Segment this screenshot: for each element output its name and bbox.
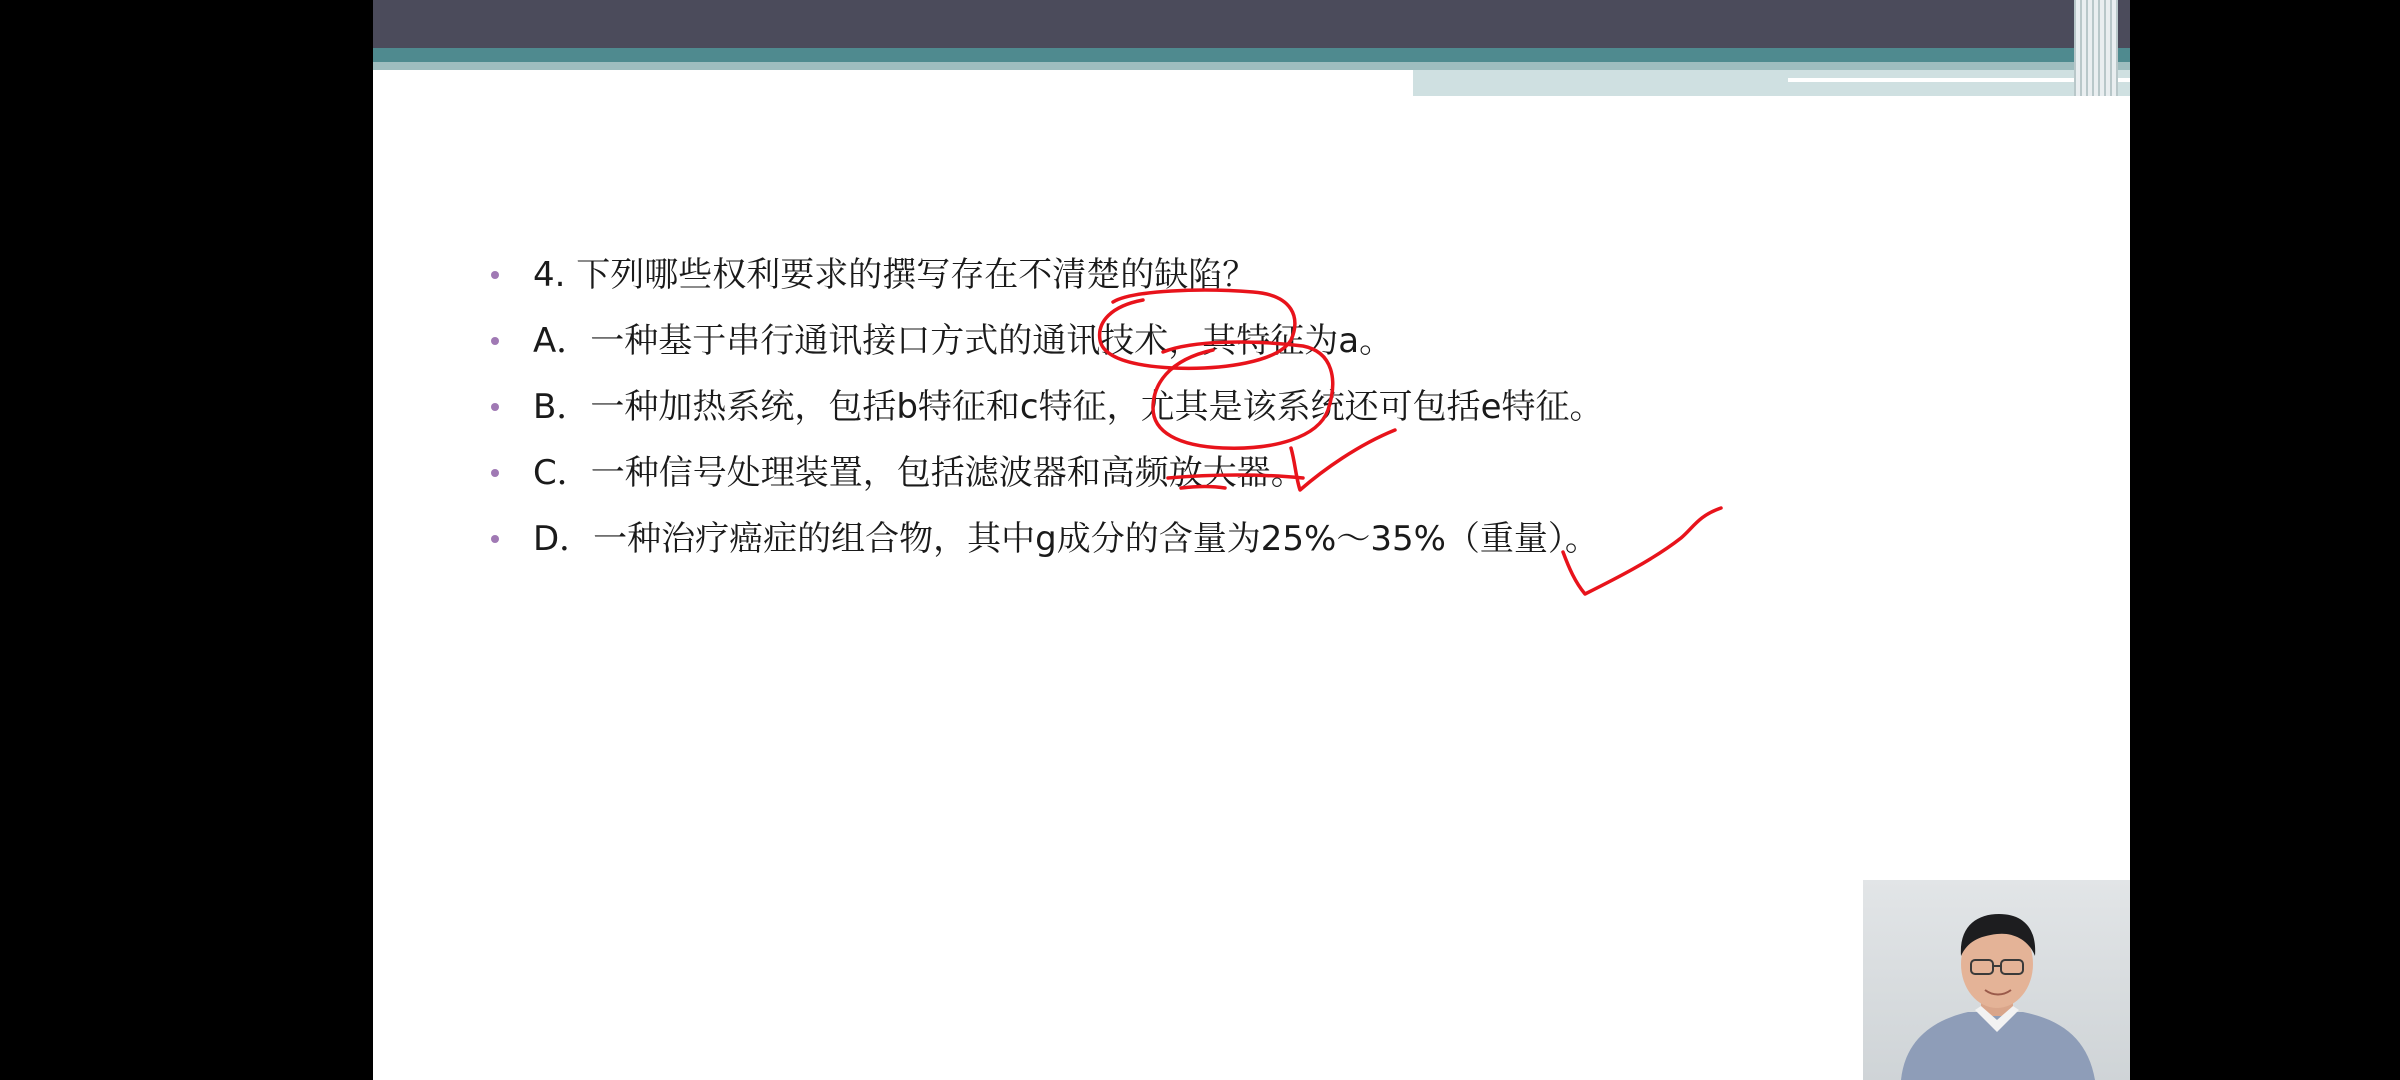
bullet-icon: [491, 469, 499, 477]
option-c: [491, 440, 2051, 506]
option-b: [491, 374, 2051, 440]
slide-header-accent: [373, 48, 2130, 62]
option-c-text: C．一种信号处理装置，包括滤波器和高频放大器。: [533, 453, 1305, 493]
bullet-icon: [491, 271, 499, 279]
option-a-text: A．一种基于串行通讯接口方式的通讯技术，其特征为a。: [533, 321, 1394, 361]
option-a: [491, 308, 2051, 374]
presenter-icon: [1863, 880, 2130, 1080]
bullet-icon: [491, 337, 499, 345]
slide-header-band: [1413, 70, 2130, 96]
question-title: [491, 242, 2051, 308]
presenter-webcam: [1863, 880, 2130, 1080]
bullet-icon: [491, 403, 499, 411]
slide-header-lines: [2074, 0, 2118, 96]
question-text: 4. 下列哪些权利要求的撰写存在不清楚的缺陷？: [533, 255, 1257, 295]
question-list: [491, 242, 2051, 572]
bullet-icon: [491, 535, 499, 543]
option-d: [491, 506, 2051, 572]
slide-header-shade: [373, 62, 2130, 70]
option-d-text: D．一种治疗癌症的组合物，其中g成分的含量为25%～35%（重量）。: [533, 519, 1599, 559]
slide-header-bar: [373, 0, 2130, 48]
option-b-text: B．一种加热系统，包括b特征和c特征，尤其是该系统还可包括e特征。: [533, 387, 1604, 427]
